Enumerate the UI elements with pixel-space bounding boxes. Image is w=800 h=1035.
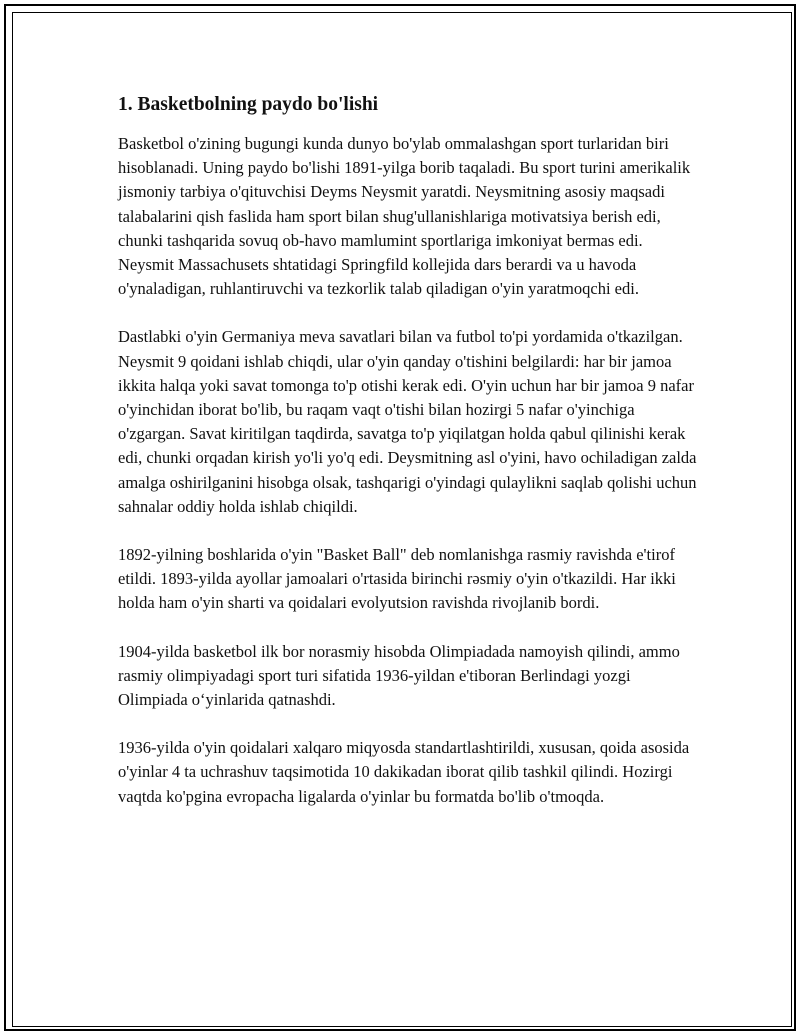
- document-body: [118, 92, 698, 833]
- paragraph-naming: 1892-yilning boshlarida o'yin "Basket Ball" deb nomlanishga rasmiy ravishda e'tirof etildi. 1893-yilda ayollar jamoalari o'rtasida birinchi rəsmiy o'yin o'tkazildi. Har ikki holda ham o'yin sharti va qoidalari evolyutsion ravishda rivojlanib bordi.: [118, 545, 676, 613]
- paragraph-origin: Basketbol o'zining bugungi kunda dunyo bo'ylab ommalashgan sport turlaridan biri hisoblanadi. Uning paydo bo'lishi 1891-yilga borib taqaladi. Bu sport turini amerikalik jismoniy tarbiya o'qituvchisi Deyms Neysmit yaratdi. Neysmitning asosiy maqsadi talabalarini qish faslida ham sport bilan shug'ullanishlariga motivatsiya berish edi, chunki tashqarida sovuq ob-havo mamlumint sportlariga imkoniyat bermas edi. Neysmit Massachusets shtatidagi Springfild kollejida dars berardi va u havoda o'ynaladigan, ruhlantiruvchi va tezkorlik talab qiladigan o'yin yaratmoqchi edi.: [118, 134, 691, 299]
- section-heading: 1. Basketbolning paydo bo'lishi: [118, 94, 379, 115]
- paragraph-first-game: Dastlabki o'yin Germaniya meva savatlari bilan va futbol to'pi yordamida o'tkazilgan. Neysmit 9 qoidani ishlab chiqdi, ular o'yin qanday o'tishini belgilardi: har bir jamoa ikkita halqa yoki savat tomonga to'p otishi kerak edi. O'yin uchun har bir jamoa 9 nafar o'yinchidan iborat bo'lib, bu raqam vaqt o'tishi bilan hozirgi 5 nafar o'yinchiga o'zgargan. Savat kiritilgan taqdirda, savatga to'p yiqilatgan holda qabul qilinishi kerak edi, chunki orqadan kirish yo'li yo'q edi. Deysmitning asl o'yini, havo ochiladigan zalda amalga oshirilganini hisobga olsak, tashqarigi o'yindagi qulaylikni saqlab qolishi uchun sahnalar oddiy holda ishlab chiqildi.: [118, 327, 697, 516]
- paragraph-standardization: 1936-yilda o'yin qoidalari xalqaro miqyosda standartlashtirildi, xususan, qoida asosida o'yinlar 4 ta uchrashuv taqsimotida 10 dakikadan iborat qilib tashkil qilindi. Hozirgi vaqtda ko'pgina evropacha ligalarda o'yinlar bu formatda bo'lib o'tmoqda.: [118, 738, 690, 806]
- paragraph-olympics: 1904-yilda basketbol ilk bor norasmiy hisobda Olimpiadada namoyish qilindi, ammo rasmiy olimpiyadagi sport turi sifatida 1936-yildan e'tiboran Berlindagi yozgi Olimpiada o‘yinlarida qatnashdi.: [118, 641, 680, 710]
